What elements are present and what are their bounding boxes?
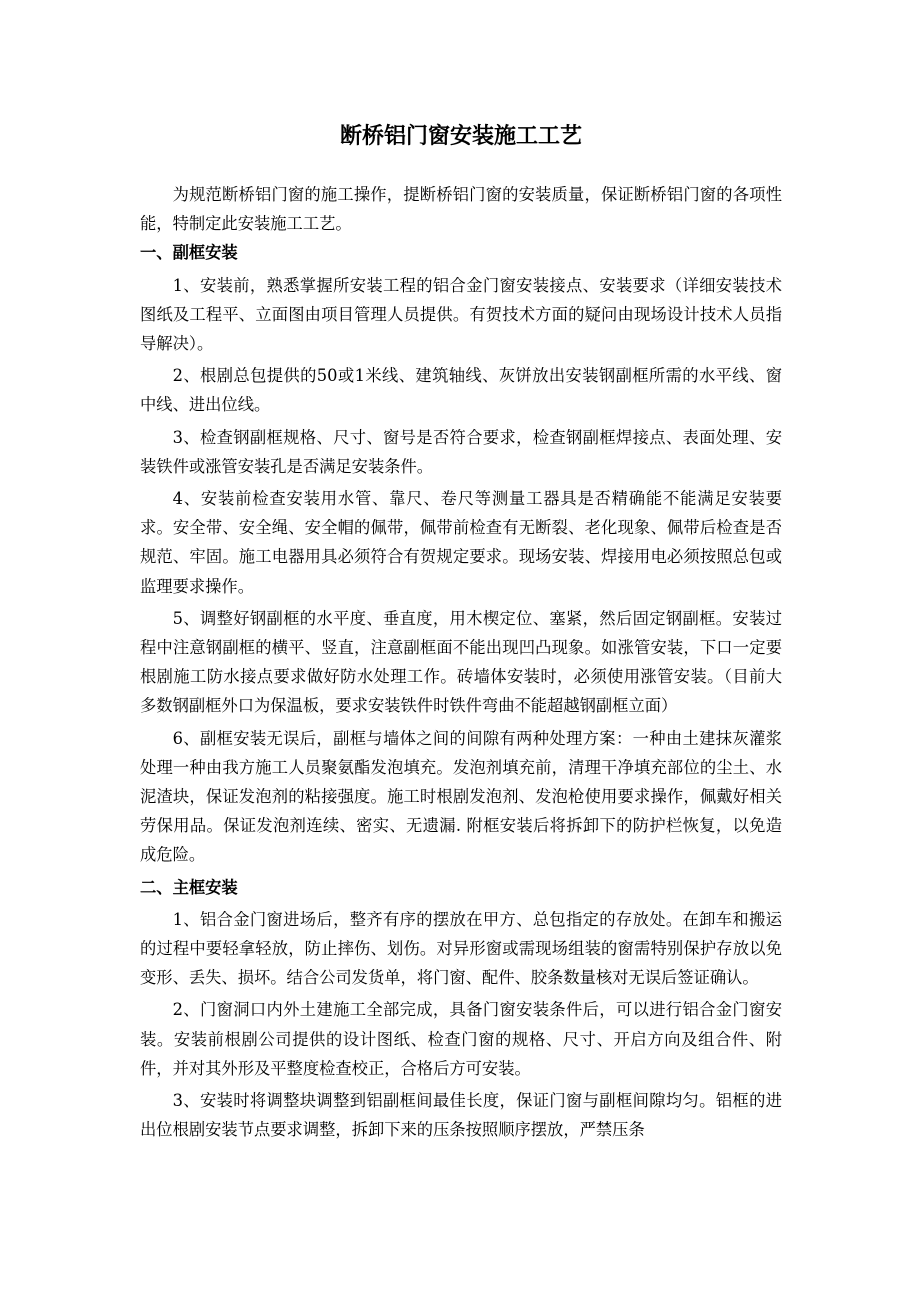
document-title: 断桥铝门窗安装施工工艺 — [339, 123, 582, 149]
section-paragraph: 1、铝合金门窗进场后，整齐有序的摆放在甲方、总包指定的存放处。在卸车和搬运的过程中要轻拿轻放，防止摔伤、划伤。对异形窗或需现场组装的窗需特别保护存放以免变形、丢失、损坏。结合公司发货单，将门窗、配件、胶条数量核对无误后签证确认。 — [140, 909, 782, 988]
section-heading: 二、主框安装 — [140, 877, 238, 897]
section-paragraph: 5、调整好钢副框的水平度、垂直度，用木楔定位、塞紧，然后固定钢副框。安装过程中注意钢副框的横平、竖直，注意副框面不能出现凹凸现象。如涨管安装，下口一定要根剧施工防水接点要求做好防水处理工作。砖墙体安装时，必须使用涨管安装。（目前大多数钢副框外口为保温板，要求安装铁件时铁件弯曲不能超越钢副框立面） — [140, 608, 782, 716]
section-heading: 一、副框安装 — [140, 243, 238, 263]
section-paragraph: 2、根剧总包提供的50或1米线、建筑轴线、灰饼放出安装钢副框所需的水平线、窗中线、进出位线。 — [140, 366, 782, 415]
section-paragraph: 6、副框安装无误后，副框与墙体之间的间隙有两种处理方案：一种由土建抹灰灌浆处理一种由我方施工人员聚氨酯发泡填充。发泡剂填充前，清理干净填充部位的尘土、水泥渣块，保证发泡剂的粘接强度。施工时根剧发泡剂、发泡枪使用要求操作，佩戴好相关劳保用品。保证发泡剂连续、密实、无遗漏. 附框安装后将拆卸下的防护栏恢复，以免造成危险。 — [140, 728, 782, 865]
section-paragraph: 3、安装时将调整块调整到铝副框间最佳长度，保证门窗与副框间隙均匀。铝框的进出位根剧安装节点要求调整，拆卸下来的压条按照顺序摆放，严禁压条 — [140, 1091, 782, 1140]
section-subframe-installation — [140, 238, 782, 869]
section-paragraph: 2、门窗洞口内外土建施工全部完成，具备门窗安装条件后，可以进行铝合金门窗安装。安装前根剧公司提供的设计图纸、检查门窗的规格、尺寸、开启方向及组合件、附件，并对其外形及平整度检查校正，合格后方可安装。 — [140, 1000, 782, 1078]
section-main-frame-installation — [140, 873, 782, 1145]
section-paragraph: 4、安装前检查安装用水管、靠尺、卷尺等测量工器具是否精确能不能满足安装要求。安全带、安全绳、安全帽的佩带，佩带前检查有无断裂、老化现象、佩带后检查是否规范、牢固。施工电器用具必须符合有贺规定要求。现场安装、焊接用电必须按照总包或监理要求操作。 — [140, 489, 782, 596]
section-paragraph: 3、检查钢副框规格、尺寸、窗号是否符合要求，检查钢副框焊接点、表面处理、安装铁件或涨管安装孔是否满足安装条件。 — [140, 427, 782, 476]
section-paragraph: 1、安装前，熟悉掌握所安装工程的铝合金门窗安装接点、安装要求（详细安装技术图纸及工程平、立面图由项目管理人员提供。有贺技术方面的疑问由现场设计技术人员指导解决）。 — [140, 275, 782, 354]
intro-paragraph: 为规范断桥铝门窗的施工操作，提断桥铝门窗的安装质量，保证断桥铝门窗的各项性能，特制定此安装施工工艺。 — [140, 185, 782, 234]
document-page — [140, 110, 782, 1148]
